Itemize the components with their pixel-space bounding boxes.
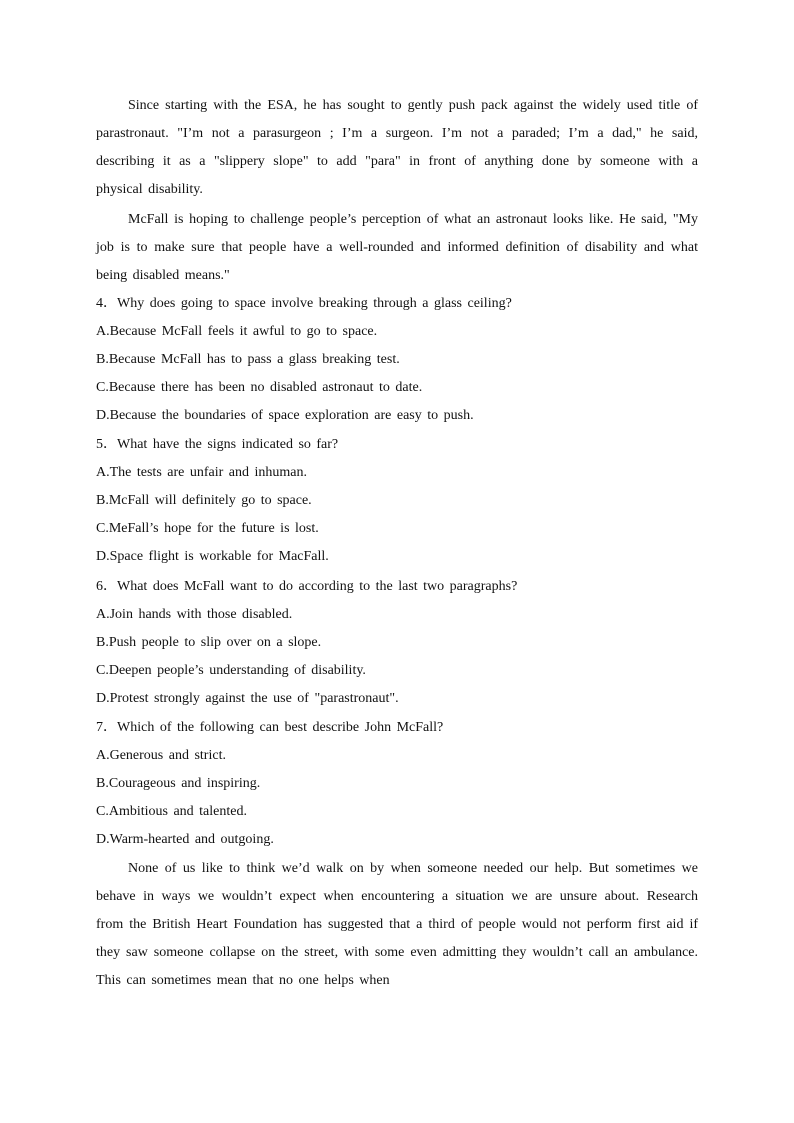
question-6-option-b: B.Push people to slip over on a slope.	[96, 635, 322, 650]
question-5-option-b: B.McFall will definitely go to space.	[96, 493, 312, 508]
question-7-option-b: B.Courageous and inspiring.	[96, 776, 261, 791]
question-7-option-d: D.Warm-hearted and outgoing.	[96, 832, 274, 847]
question-6-stem: 6．What does McFall want to do according to the last two paragraphs?	[96, 579, 518, 594]
question-7-stem: 7．Which of the following can best describe John McFall?	[96, 720, 444, 735]
question-4-option-d: D.Because the boundaries of space exploration are easy to push.	[96, 408, 474, 423]
paragraph-perception: McFall is hoping to challenge people’s perception of what an astronaut looks like. He said, "My job is to make sure that people have a well-rounded and informed definition of disability and what being disabled means."	[96, 212, 698, 283]
question-6-option-c: C.Deepen people’s understanding of disability.	[96, 663, 366, 678]
question-5-option-a: A.The tests are unfair and inhuman.	[96, 465, 307, 480]
question-6-option-a: A.Join hands with those disabled.	[96, 607, 293, 622]
question-5-option-c: C.MeFall’s hope for the future is lost.	[96, 521, 319, 536]
question-4-stem: 4．Why does going to space involve breaking through a glass ceiling?	[96, 296, 512, 311]
paragraph-first-aid: None of us like to think we’d walk on by when someone needed our help. But sometimes we behave in ways we wouldn’t expect when encountering a situation we are unsure about. Research from the British Heart Foundation has suggested that a third of people would not perform first aid if they saw someone collapse on the street, with some even admitting they wouldn’t call an ambulance. This can sometimes mean that no one helps when	[96, 861, 698, 988]
question-4-option-a: A.Because McFall feels it awful to go to space.	[96, 324, 378, 339]
question-6-option-d: D.Protest strongly against the use of "parastronaut".	[96, 691, 399, 706]
question-4-option-c: C.Because there has been no disabled astronaut to date.	[96, 380, 423, 395]
question-4	[96, 290, 698, 430]
question-4-option-b: B.Because McFall has to pass a glass breaking test.	[96, 352, 400, 367]
question-5-option-d: D.Space flight is workable for MacFall.	[96, 549, 329, 564]
question-5-stem: 5．What have the signs indicated so far?	[96, 437, 339, 452]
question-7-option-a: A.Generous and strict.	[96, 748, 226, 763]
paragraph-parastronaut: Since starting with the ESA, he has sought to gently push pack against the widely used title of parastronaut. "I’m not a parasurgeon ; I’m a surgeon. I’m not a paraded; I’m a dad," he said, describing it as a "slippery slope" to add "para" in front of anything done by someone with a physical disability.	[96, 98, 698, 197]
question-7	[96, 714, 698, 854]
question-5	[96, 431, 698, 571]
question-7-option-c: C.Ambitious and talented.	[96, 804, 247, 819]
question-6	[96, 573, 698, 713]
